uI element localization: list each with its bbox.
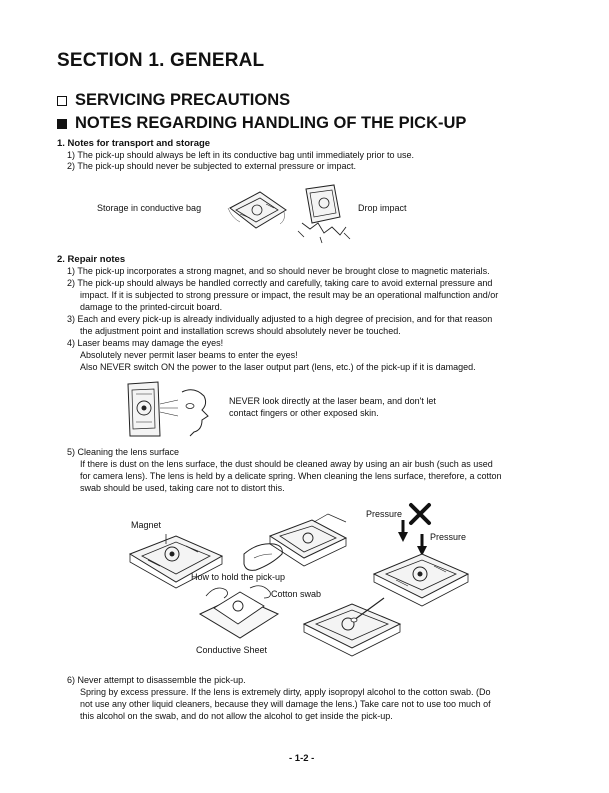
label-pressure-right: Pressure — [430, 532, 467, 542]
servicing-heading-text: SERVICING PRECAUTIONS — [75, 91, 291, 109]
drop-impact-illustration — [294, 183, 352, 245]
repair-line-3: impact. If it is subjected to strong pressure or impact, the result may be an operational malfunction and/or — [80, 290, 499, 300]
repair-line-5: 3) Each and every pick-up is already individually adjusted to a high degree of precision, and for that reason — [67, 314, 493, 324]
disassemble-line-3: not use any other liquid cleaners, because they will damage the lens.) Take care not to use too much of — [80, 699, 491, 709]
cleaning-line-2: If there is dust on the lens surface, the dust should be cleaned away by using an air bush (such as used — [80, 459, 493, 469]
repair-line-1: 1) The pick-up incorporates a strong magnet, and so should never be brought close to magnetic materials. — [67, 266, 490, 276]
repair-line-2: 2) The pick-up should always be handled correctly and carefully, taking care to avoid external pressure and — [67, 278, 493, 288]
cleaning-line-3: for camera lens). The lens is held by a delicate spring. When cleaning the lens surface, therefore, a cotton — [80, 471, 502, 481]
label-how-to-hold: How to hold the pick-up — [191, 572, 286, 582]
cotton-swab-pickup-illustration — [300, 598, 404, 658]
notes-heading — [57, 114, 466, 133]
page-number: - 1-2 - — [289, 753, 315, 764]
repair-line-7: 4) Laser beams may damage the eyes! — [67, 338, 224, 348]
pickup-in-bag-illustration — [226, 188, 290, 236]
checkbox-square-icon — [57, 96, 67, 106]
disassemble-line-4: this alcohol on the swab, and do not allow the alcohol to get inside the pick-up. — [80, 711, 393, 721]
repair-line-9: Also NEVER switch ON the power to the laser output part (lens, etc.) of the pick-up if it is damaged. — [80, 362, 476, 372]
conductive-sheet-illustration — [198, 584, 280, 640]
prohibited-x-icon — [408, 502, 432, 526]
disassemble-line-2: Spring by excess pressure. If the lens is extremely dirty, apply isopropyl alcohol to the cotton swab. (Do — [80, 687, 491, 697]
label-cotton-swab: Cotton swab — [271, 589, 322, 599]
laser-warning-line-1: NEVER look directly at the laser beam, and don't let — [229, 396, 436, 406]
filled-square-icon — [57, 119, 67, 129]
caption-drop: Drop impact — [358, 203, 407, 213]
label-magnet: Magnet — [131, 520, 162, 530]
label-pressure-top: Pressure — [366, 509, 403, 519]
pressure-arrow-icon — [398, 520, 408, 542]
cleaning-line-4: swab should be used, taking care not to distort this. — [80, 483, 285, 493]
servicing-heading — [57, 91, 290, 110]
caption-storage: Storage in conductive bag — [97, 203, 202, 213]
repair-line-4: damage to the printed-circuit board. — [80, 302, 223, 312]
label-conductive-sheet: Conductive Sheet — [196, 645, 268, 655]
transport-item-2: 2) The pick-up should never be subjected to external pressure or impact. — [67, 161, 356, 171]
laser-warning-line-2: contact fingers or other exposed skin. — [229, 408, 379, 418]
cleaning-line-1: 5) Cleaning the lens surface — [67, 447, 180, 457]
repair-line-6: the adjustment point and installation screws should absolutely never be touched. — [80, 326, 401, 336]
repair-line-8: Absolutely never permit laser beams to enter the eyes! — [80, 350, 298, 360]
section-title: SECTION 1. GENERAL — [57, 50, 265, 71]
repair-heading: 2. Repair notes — [57, 254, 126, 265]
holding-pickup-illustration — [242, 514, 348, 576]
disassemble-line-1: 6) Never attempt to disassemble the pick-up. — [67, 675, 246, 685]
transport-item-1: 1) The pick-up should always be left in its conductive bag until immediately prior to use. — [67, 150, 415, 160]
laser-eye-warning-illustration — [124, 380, 220, 438]
transport-heading: 1. Notes for transport and storage — [57, 138, 211, 149]
notes-heading-text: NOTES REGARDING HANDLING OF THE PICK-UP — [75, 114, 467, 132]
